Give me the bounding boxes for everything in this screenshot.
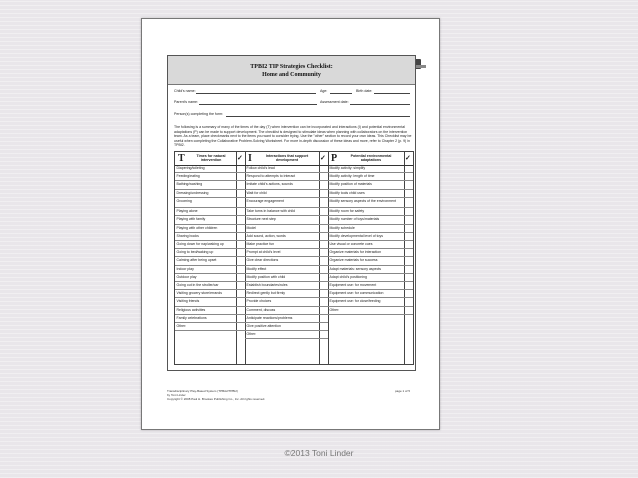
interactions-item: Establish boundaries/rules — [245, 282, 319, 290]
adaptations-check-header — [404, 152, 413, 166]
interactions-checkbox[interactable] — [319, 315, 328, 323]
times-checkbox[interactable] — [236, 233, 245, 241]
times-header — [175, 152, 236, 166]
times-checkbox[interactable] — [236, 307, 245, 315]
adaptations-item: Other: — [328, 307, 404, 315]
times-checkbox[interactable] — [236, 323, 245, 331]
interactions-item: Prompt at child's level — [245, 249, 319, 257]
times-item: Indoor play — [175, 266, 236, 274]
page-footer — [167, 389, 265, 401]
times-item: Diapering/toileting — [175, 165, 236, 173]
footer-line-1: Transdisciplinary Play-Based System (TPBA2/TPBI2) — [167, 389, 238, 393]
check-mark-icon: ✓ — [405, 155, 411, 162]
interactions-checkbox[interactable] — [319, 241, 328, 249]
interactions-checkbox[interactable] — [319, 331, 328, 339]
checklist-frame — [167, 55, 416, 371]
adaptations-header — [328, 152, 404, 166]
interactions-checkbox[interactable] — [319, 266, 328, 274]
adaptations-checkbox[interactable] — [404, 190, 413, 198]
times-item: Playing with family — [175, 216, 236, 224]
times-column — [175, 152, 237, 364]
times-header-label: Times for natural intervention — [196, 154, 226, 162]
persons-completing-line[interactable] — [226, 116, 410, 117]
times-item: Visiting friends — [175, 298, 236, 306]
assessment-date-label: Assessment date: — [320, 100, 349, 104]
times-item: Going down for nap/waking up — [175, 241, 236, 249]
times-checkbox[interactable] — [236, 266, 245, 274]
times-item: Playing with other children — [175, 225, 236, 233]
title-strip — [168, 56, 415, 85]
times-checkbox[interactable] — [236, 298, 245, 306]
adaptations-checkbox[interactable] — [404, 225, 413, 233]
times-item: Bathing/washing — [175, 181, 236, 189]
times-checkbox[interactable] — [236, 165, 245, 173]
interactions-item: Give clear directions — [245, 257, 319, 265]
adaptations-item: Adapt child's positioning — [328, 274, 404, 282]
interactions-item: Other: — [245, 331, 319, 339]
adaptations-item: Modify position of materials — [328, 181, 404, 189]
adaptations-header-label: Potential environmental adaptations — [350, 154, 392, 162]
times-checkbox[interactable] — [236, 249, 245, 257]
adaptations-checkbox[interactable] — [404, 233, 413, 241]
times-item: Feeding/eating — [175, 173, 236, 181]
times-item: Dressing/undressing — [175, 190, 236, 198]
adaptations-check-column[interactable] — [404, 152, 413, 364]
interactions-item: Take turns in balance with child — [245, 208, 319, 216]
interactions-item: Comment, discuss — [245, 307, 319, 315]
adaptations-item: Modify developmental level of toys — [328, 233, 404, 241]
times-checkbox[interactable] — [236, 216, 245, 224]
adaptations-checkbox[interactable] — [404, 181, 413, 189]
adaptations-checkbox[interactable] — [404, 165, 413, 173]
page-number: page 1 of 5 — [395, 389, 411, 393]
adaptations-item: Organize materials for success — [328, 257, 404, 265]
times-checkbox[interactable] — [236, 190, 245, 198]
interactions-item: Follow child's lead — [245, 165, 319, 173]
times-list — [175, 165, 236, 331]
adaptations-checkbox[interactable] — [404, 173, 413, 181]
interactions-checkbox[interactable] — [319, 290, 328, 298]
interactions-checkbox[interactable] — [319, 282, 328, 290]
interactions-checkbox[interactable] — [319, 208, 328, 216]
adaptations-checkbox[interactable] — [404, 198, 413, 209]
birth-date-line[interactable] — [374, 93, 410, 94]
times-checkbox[interactable] — [236, 315, 245, 323]
checklist-title: TPBI2 TIP Strategies Checklist: — [250, 64, 333, 70]
adaptations-item: Equipment use: for movement — [328, 282, 404, 290]
times-item: Sharing books — [175, 233, 236, 241]
parents-name-line[interactable] — [199, 104, 317, 105]
times-item: Visiting grocery store/errands — [175, 290, 236, 298]
adaptations-checkbox[interactable] — [404, 257, 413, 265]
times-checkbox[interactable] — [236, 282, 245, 290]
check-mark-icon: ✓ — [237, 155, 243, 162]
adaptations-item: Modify number of toys/materials — [328, 216, 404, 224]
interactions-item: Encourage engagement — [245, 198, 319, 209]
interactions-column — [245, 152, 320, 364]
interactions-item: Model — [245, 225, 319, 233]
interactions-checkbox[interactable] — [319, 257, 328, 265]
adaptations-checkbox[interactable] — [404, 282, 413, 290]
interactions-checkbox[interactable] — [319, 298, 328, 306]
adaptations-item: Modify activity: length of time — [328, 173, 404, 181]
birth-date-label: Birth date: — [356, 89, 373, 93]
interactions-item: Modify effect — [245, 266, 319, 274]
interactions-checkbox[interactable] — [319, 173, 328, 181]
times-checkbox[interactable] — [236, 208, 245, 216]
times-item: Religious activities — [175, 307, 236, 315]
interactions-item: Redirect gently but firmly — [245, 290, 319, 298]
adaptations-item: Equipment use: for communication — [328, 290, 404, 298]
check-mark-icon: ✓ — [320, 155, 326, 162]
adaptations-checkbox[interactable] — [404, 208, 413, 216]
adaptations-checkbox[interactable] — [404, 249, 413, 257]
times-checkbox[interactable] — [236, 290, 245, 298]
adaptations-item: Modify activity: simplify — [328, 165, 404, 173]
interactions-header — [245, 152, 319, 166]
times-checkbox[interactable] — [236, 225, 245, 233]
interactions-letter: I — [248, 153, 252, 164]
adaptations-checkbox[interactable] — [404, 298, 413, 306]
times-checkbox[interactable] — [236, 198, 245, 209]
times-item: Going to bed/waking up — [175, 249, 236, 257]
interactions-item: Respond to attempts to interact — [245, 173, 319, 181]
footer-line-3: Copyright © 2008 Paul H. Brookes Publishing Co., Inc. All rights reserved. — [167, 397, 266, 401]
adaptations-checkbox[interactable] — [404, 307, 413, 315]
interactions-checkbox[interactable] — [319, 165, 328, 173]
age-label: Age: — [320, 89, 328, 93]
adaptations-item: Use visual or concrete cues — [328, 241, 404, 249]
times-item: Other: — [175, 323, 236, 331]
times-checkbox[interactable] — [236, 181, 245, 189]
adaptations-checkbox[interactable] — [404, 266, 413, 274]
interactions-checkbox[interactable] — [319, 274, 328, 282]
adaptations-checkbox[interactable] — [404, 290, 413, 298]
adaptations-item: Adapt materials: sensory aspects — [328, 266, 404, 274]
times-item: Playing alone — [175, 208, 236, 216]
times-item: Going out in the stroller/car — [175, 282, 236, 290]
assessment-date-line[interactable] — [350, 104, 410, 105]
interactions-list — [245, 165, 319, 339]
document-page — [141, 18, 440, 430]
interactions-checkbox[interactable] — [319, 216, 328, 224]
interactions-checkbox[interactable] — [319, 307, 328, 315]
interactions-checkbox[interactable] — [319, 323, 328, 331]
interactions-checkbox[interactable] — [319, 190, 328, 198]
adaptations-item: Modify tools child uses — [328, 190, 404, 198]
times-checkbox[interactable] — [236, 241, 245, 249]
interactions-item: Structure next step — [245, 216, 319, 224]
interactions-item: Make practice fun — [245, 241, 319, 249]
interactions-checkbox[interactable] — [319, 181, 328, 189]
adaptations-item: Modify schedule — [328, 225, 404, 233]
slide-copyright: ©2013 Toni Linder — [284, 448, 354, 458]
interactions-checkbox[interactable] — [319, 233, 328, 241]
times-checkbox[interactable] — [236, 274, 245, 282]
adaptations-check-list[interactable] — [404, 165, 413, 315]
interactions-checkbox[interactable] — [319, 225, 328, 233]
times-item: Grooming — [175, 198, 236, 209]
adaptations-checkbox[interactable] — [404, 241, 413, 249]
interactions-item: Provide choices — [245, 298, 319, 306]
adaptations-item: Organize materials for interaction — [328, 249, 404, 257]
parents-name-label: Parent's name: — [174, 100, 199, 104]
adaptations-item: Equipment use: for close/feeding — [328, 298, 404, 306]
adaptations-item: Modify room for safety — [328, 208, 404, 216]
adaptations-column — [328, 152, 405, 364]
times-item: Family celebrations — [175, 315, 236, 323]
childs-name-label: Child's name: — [174, 89, 196, 93]
adaptations-list — [328, 165, 404, 315]
times-check-list[interactable] — [236, 165, 245, 331]
checklist-subtitle: Home and Community — [262, 72, 321, 78]
interactions-check-header — [319, 152, 328, 166]
adaptations-item: Modify sensory aspects of the environment — [328, 198, 404, 209]
persons-completing-label: Person(s) completing the form: — [174, 112, 224, 116]
adaptations-letter: P — [331, 153, 338, 164]
strategies-table — [174, 151, 414, 365]
interactions-check-list[interactable] — [319, 165, 328, 339]
interactions-item: Wait for child — [245, 190, 319, 198]
age-line[interactable] — [330, 93, 352, 94]
times-letter: T — [178, 153, 185, 164]
interactions-checkbox[interactable] — [319, 198, 328, 209]
interactions-item: Modify position with child — [245, 274, 319, 282]
interactions-item: Anticipate reactions/problems — [245, 315, 319, 323]
interactions-item: Add sound, action, words — [245, 233, 319, 241]
times-checkbox[interactable] — [236, 257, 245, 265]
times-checkbox[interactable] — [236, 173, 245, 181]
interactions-header-label: Interactions that support development — [265, 154, 309, 162]
interactions-item: Give positive attention — [245, 323, 319, 331]
footer-line-2: by Toni Linder — [167, 393, 186, 397]
adaptations-checkbox[interactable] — [404, 274, 413, 282]
adaptations-checkbox[interactable] — [404, 216, 413, 224]
intro-paragraph: The following is a summary of many of the times of the day (T) when intervention can be incorporated and interactions (I) and potential environmental adaptations (P) can be made to support development. The checklist is designed to stimulate ideas when planning with collaborators on the intervention team. As a team, place checkmarks next to the items you want to consider trying. Use the "other" section to record your own ideas. This Checklist may be useful when completing the Collaborative Problem-Solving Worksheet. For more in-depth discussion of these ideas and more, refer to Chapter 2 (p. 9) in TPBI2. — [174, 125, 412, 147]
times-item: Calming after being upset — [175, 257, 236, 265]
times-item: Outdoor play — [175, 274, 236, 282]
times-check-header — [236, 152, 245, 166]
childs-name-line[interactable] — [196, 93, 316, 94]
interactions-checkbox[interactable] — [319, 249, 328, 257]
interactions-item: Imitate child's actions, sounds — [245, 181, 319, 189]
